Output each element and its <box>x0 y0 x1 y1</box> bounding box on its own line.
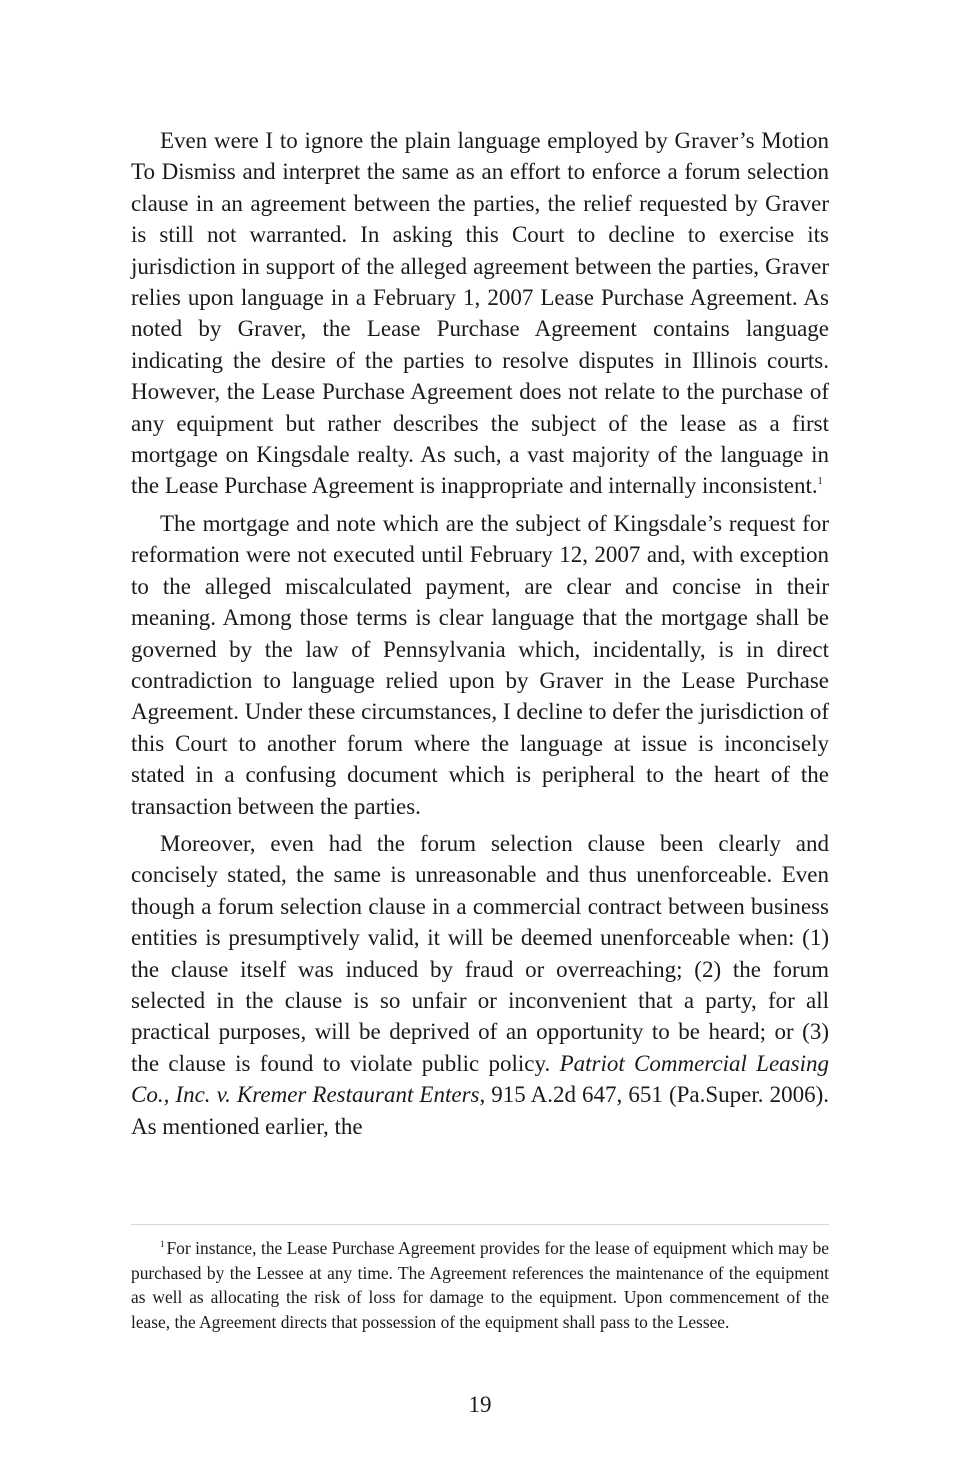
footnote-mark: 1 <box>160 1239 165 1249</box>
paragraph-1-text: Even were I to ignore the plain language employed by Graver’s Motion To Dismiss and interpret the same as an effort to enforce a forum selection clause in an agreement between the parties, the relief requested by Graver is still not warranted. In asking this Court to decline to exercise its jurisdiction in support of the alleged agreement between the parties, Graver relies upon language in a February 1, 2007 Lease Purchase Agreement. As noted by Graver, the Lease Purchase Agreement contains language indicating the desire of the parties to resolve disputes in Illinois courts. However, the Lease Purchase Agreement does not relate to the purchase of any equipment but rather describes the subject of the lease as a first mortgage on Kingsdale realty. As such, a vast majority of the language in the Lease Purchase Agreement is inappropriate and internally inconsistent. <box>131 128 829 499</box>
paragraph-3-text-before: Moreover, even had the forum selection clause been clearly and concisely stated, the same is unreasonable and thus unenforceable. Even though a forum selection clause in a commercial contract between business entities is presumptively valid, it will be deemed unenforceable when: (1) the clause itself was induced by fraud or overreaching; (2) the forum selected in the clause is so unfair or inconvenient that a party, for all practical purposes, will be deprived of an opportunity to be heard; or (3) the clause is found to violate public policy. <box>131 830 829 1076</box>
footnote-1 <box>131 1236 829 1334</box>
paragraph-2 <box>131 508 829 822</box>
case-citation-name: Patriot Commercial Leasing Co., Inc. v. Kremer Restaurant Enters <box>131 1050 829 1108</box>
page-body <box>131 125 829 1148</box>
paragraph-1 <box>131 125 829 502</box>
footnote-reference: 1 <box>817 476 823 488</box>
paragraph-3 <box>131 828 829 1142</box>
body-text <box>131 125 829 1142</box>
page-number: 19 <box>468 1392 492 1417</box>
footnotes <box>131 1236 829 1334</box>
footnote-text: For instance, the Lease Purchase Agreement provides for the lease of equipment which may be purchased by the Lessee at any time. The Agreement references the maintenance of the equipment as well as allocating the risk of loss for damage to the equipment. Upon commencement of the lease, the Agreement directs that possession of the equipment shall pass to the Lessee. <box>131 1238 829 1332</box>
paragraph-3-text-after: , 915 A.2d 647, 651 (Pa.Super. 2006). As mentioned earlier, the <box>131 1082 829 1139</box>
footnote-divider <box>131 1224 829 1225</box>
paragraph-2-text: The mortgage and note which are the subject of Kingsdale’s request for reformation were not executed until February 12, 2007 and, with exception to the alleged miscalculated payment, are clear and concise in their meaning. Among those terms is clear language that the mortgage shall be governed by the law of Pennsylvania which, incidentally, is in direct contradiction to language relied upon by Graver in the Lease Purchase Agreement. Under these circumstances, I decline to defer the jurisdiction of this Court to another forum where the language at issue is inconcisely stated in a confusing document which is peripheral to the heart of the transaction between the parties. <box>131 510 829 819</box>
